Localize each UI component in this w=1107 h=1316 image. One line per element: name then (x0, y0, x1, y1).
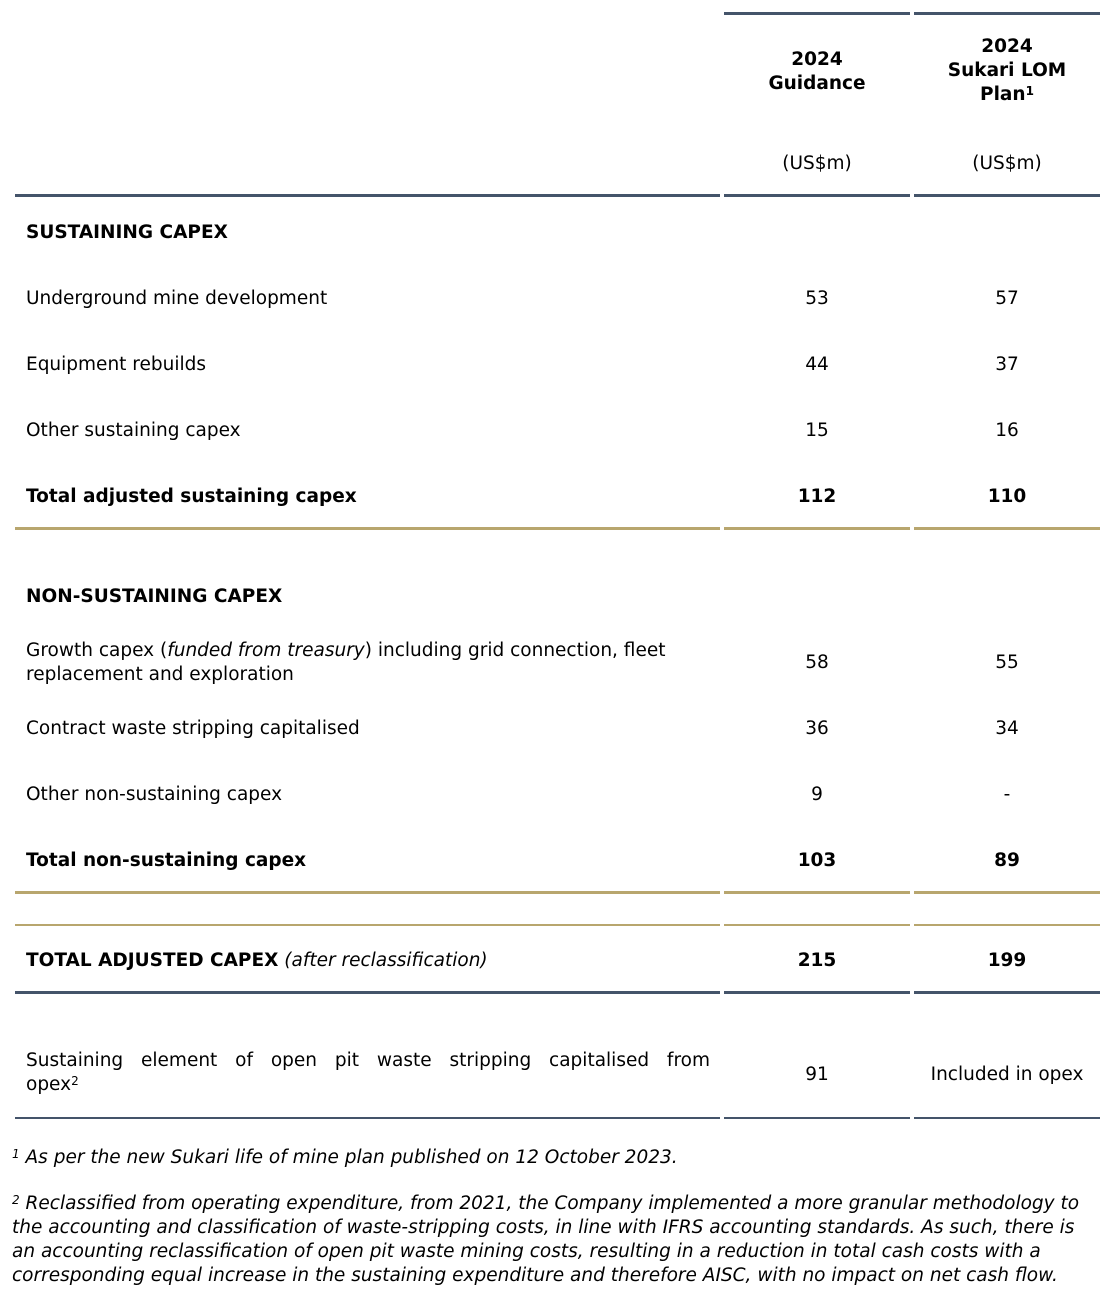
lom-value: 110 (987, 486, 1027, 507)
footnote-1: $^1$ As per the new Sukari life of mine plan published on 12 October 2023. (12, 1147, 678, 1168)
guidance-value: 91 (805, 1064, 829, 1085)
row-label: Total adjusted sustaining capex (26, 486, 357, 507)
total-bottom-rule (914, 991, 1100, 994)
section-heading-sustaining: SUSTAINING CAPEX (26, 222, 228, 243)
subtotal-rule (914, 527, 1100, 530)
row-label: Growth capex (funded from treasury) including grid connection, fleet replacement and exploration (26, 640, 666, 685)
subtotal-rule (15, 527, 720, 530)
unit-label: (US$m) (782, 153, 852, 174)
footnote-marker: 2 (12, 1193, 20, 1207)
guidance-value: 103 (797, 850, 837, 871)
table-bottom-rule (724, 1117, 910, 1119)
total-top-rule (15, 924, 720, 926)
total-top-rule (914, 924, 1100, 926)
guidance-value: 53 (805, 288, 829, 309)
lom-value: 199 (987, 950, 1027, 971)
row-label: Underground mine development (26, 288, 328, 309)
guidance-value: 15 (805, 420, 829, 441)
row-label: Equipment rebuilds (26, 354, 207, 375)
header-top-rule (724, 12, 910, 15)
row-label: TOTAL ADJUSTED CAPEX (after reclassification) (26, 950, 488, 971)
table-bottom-rule (15, 1117, 720, 1119)
column-header-year: 2024 (981, 36, 1033, 57)
lom-value: - (1003, 784, 1011, 805)
lom-value: 34 (995, 718, 1019, 739)
footnote-marker: 1 (12, 1147, 20, 1161)
footnote-2: $^2$ Reclassified from operating expenditure, from 2021, the Company implemented a more granular methodology to the accounting and classification of waste-stripping costs, in line with IFRS accounting standards. As such, there is an accounting reclassification of open pit waste mining costs, resulting in a reduction in total cash costs with a corresponding equal increase in the sustaining expenditure and therefore AISC, with no impact on net cash flow. (12, 1193, 1080, 1286)
lom-value: 57 (995, 288, 1019, 309)
header-top-rule (914, 12, 1100, 15)
guidance-value: 44 (805, 354, 829, 375)
guidance-value: 112 (797, 486, 837, 507)
lom-value: 89 (994, 850, 1020, 871)
lom-value: 55 (995, 652, 1019, 673)
guidance-value: 36 (805, 718, 829, 739)
column-header-year: 2024 (791, 49, 843, 70)
row-label: Contract waste stripping capitalised (26, 718, 360, 739)
row-label: Other non-sustaining capex (26, 784, 283, 805)
column-header-lom-plan (914, 35, 1100, 107)
row-label-line2: opex$^2$ (26, 1074, 79, 1095)
subtotal-rule (724, 527, 910, 530)
guidance-value: 215 (797, 950, 837, 971)
section-heading-non-sustaining: NON-SUSTAINING CAPEX (26, 586, 283, 607)
column-header-title-line2: Plan$^1$ (980, 84, 1034, 105)
subtotal-rule (914, 891, 1100, 894)
row-label: Sustaining element of open pit waste stripping capitalised from (26, 1050, 710, 1071)
header-bottom-rule (914, 194, 1100, 197)
total-bottom-rule (15, 991, 720, 994)
footnote-ref: 1 (1025, 84, 1034, 98)
column-header-guidance (724, 48, 910, 96)
header-bottom-rule (15, 194, 720, 197)
row-label: Total non-sustaining capex (26, 850, 307, 871)
unit-label: (US$m) (972, 153, 1042, 174)
column-header-title: Guidance (768, 73, 866, 94)
total-top-rule (724, 924, 910, 926)
guidance-value: 9 (811, 784, 823, 805)
lom-value: 37 (995, 354, 1019, 375)
footnote-ref: 2 (71, 1074, 79, 1088)
subtotal-rule (724, 891, 910, 894)
row-label: Other sustaining capex (26, 420, 241, 441)
guidance-value: 58 (805, 652, 829, 673)
total-bottom-rule (724, 991, 910, 994)
lom-value: Included in opex (930, 1064, 1084, 1085)
column-header-title: Sukari LOM (947, 60, 1067, 81)
table-bottom-rule (914, 1117, 1100, 1119)
header-bottom-rule (724, 194, 910, 197)
subtotal-rule (15, 891, 720, 894)
lom-value: 16 (995, 420, 1019, 441)
